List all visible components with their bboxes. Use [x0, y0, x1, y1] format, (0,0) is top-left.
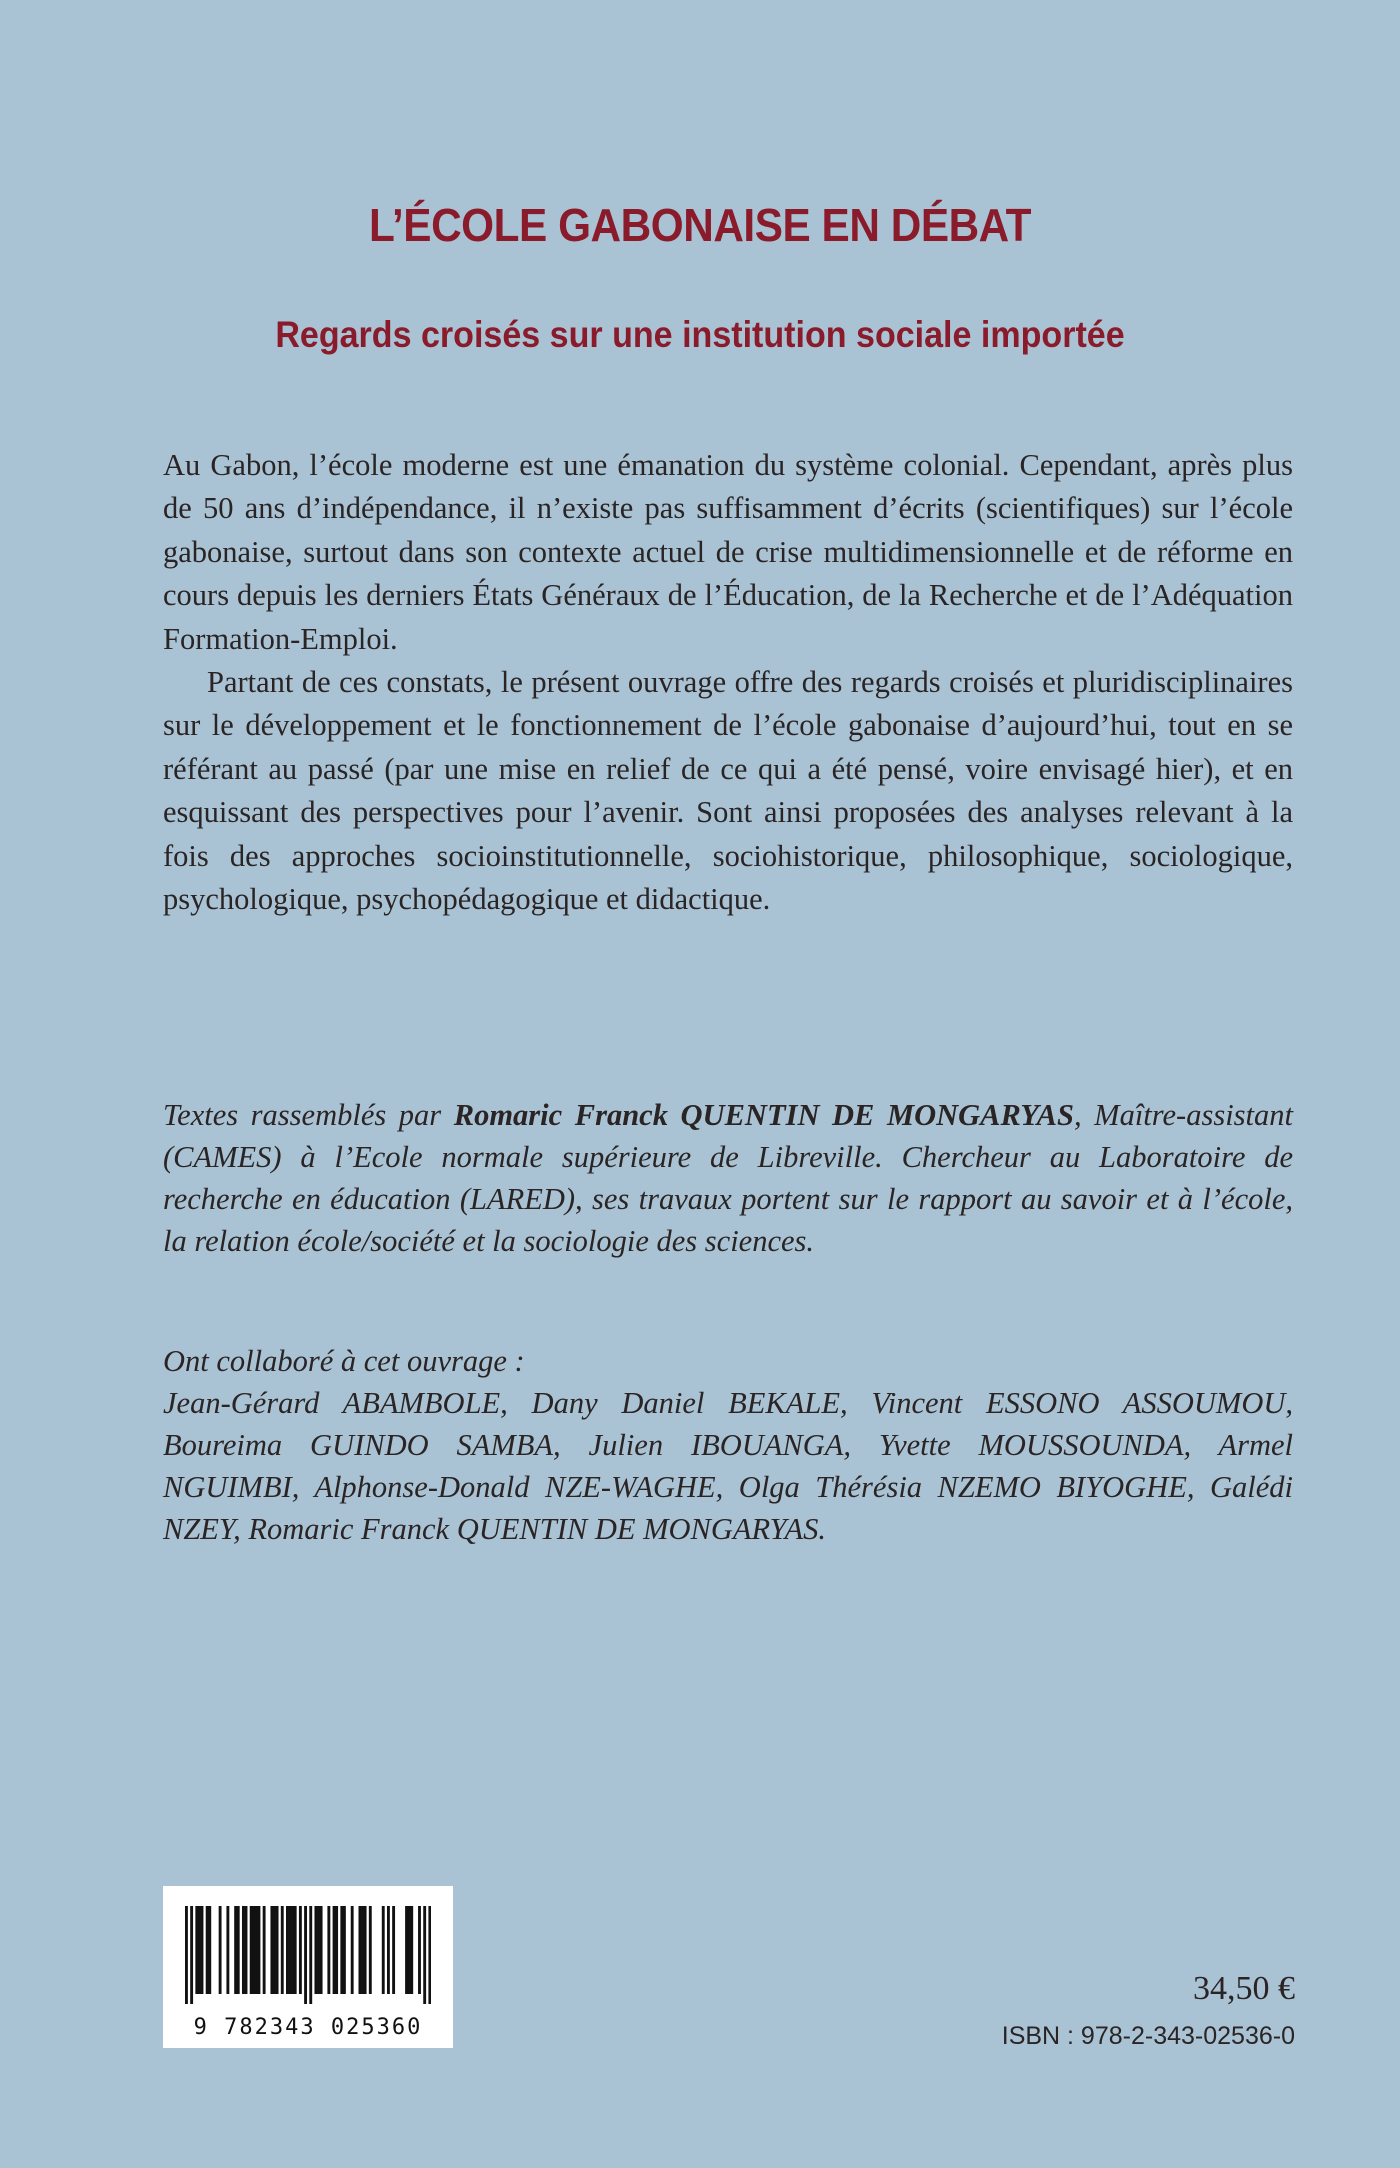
author-bio: , Maître-assistant (CAMES) à l’Ecole normale supérieure de Libreville. Chercheur au Laboratoire de recherche en éducation (LARED), ses travaux portent sur le rapport au savoir et à l’école, la relation école/société et la sociologie des sciences. [163, 1098, 1293, 1258]
barcode-bar [226, 1906, 229, 1994]
barcode-bar [405, 1906, 408, 1994]
barcode-bar [245, 1906, 248, 1994]
author-note [163, 1094, 1293, 1262]
barcode-bar [255, 1906, 258, 1994]
barcode-bar [423, 1906, 426, 2004]
barcode [163, 1886, 453, 2048]
barcode-bar [364, 1906, 367, 1994]
barcode-bar [289, 1906, 292, 1994]
isbn: ISBN : 978-2-343-02536-0 [1001, 2022, 1295, 2050]
barcode-bar [185, 1906, 188, 2004]
barcode-bar [250, 1906, 253, 1994]
barcode-bar [369, 1906, 372, 1994]
barcode-bar [291, 1906, 294, 1994]
barcode-bar [410, 1906, 413, 1994]
barcode-bar [237, 1906, 240, 1994]
contributors-heading: Ont collaboré à cet ouvrage : [163, 1344, 525, 1378]
barcode-digits: 9 782343 025360 [193, 2015, 423, 2040]
barcode-bar [351, 1906, 354, 1994]
barcode-bar [201, 1906, 204, 1994]
barcode-bar [294, 1906, 297, 1994]
book-subtitle: Regards croisés sur une institution sociale importée [275, 314, 1125, 355]
barcode-bar [327, 1906, 330, 1994]
barcode-bar [314, 1906, 317, 1994]
synopsis-paragraph-2: Partant de ces constats, le présent ouvrage offre des regards croisés et pluridisciplinaires sur le développement et le fonctionnement de l’école gabonaise d’aujourd’hui, tout en se référant au passé (par une mise en relief de ce qui a été pensé, voire envisagé hier), et en esquissant des perspectives pour l’avenir. Sont ainsi proposées des analyses relevant à la fois des approches socioinstitutionnelle, sociohistorique, philosophique, sociologique, psychologique, psychopédagogique et didactique. [163, 665, 1293, 917]
author-note-prefix: Textes rassemblés par [163, 1098, 454, 1132]
barcode-bar [263, 1906, 266, 1994]
barcode-bar [234, 1906, 237, 1994]
barcode-bar [286, 1906, 289, 1994]
synopsis [163, 444, 1293, 921]
contributors-list: Jean-Gérard ABAMBOLE, Dany Daniel BEKALE, Vincent ESSONO ASSOUMOU, Boureima GUINDO SAMBA, Julien IBOUANGA, Yvette MOUSSOUNDA, Armel NGUIMBI, Alphonse-Donald NZE-WAGHE, Olga Thérésia NZEMO BIYOGHE, Galédi NZEY, Romaric Franck QUENTIN DE MONGARYAS. [163, 1386, 1293, 1546]
barcode-bar [382, 1906, 385, 1994]
barcode-bar [392, 1906, 395, 1994]
barcode-bar [343, 1906, 346, 1994]
barcode-bar [242, 1906, 245, 1994]
editor-name: Romaric Franck QUENTIN DE MONGARYAS [453, 1098, 1074, 1132]
synopsis-paragraph-1: Au Gabon, l’école moderne est une émanation du système colonial. Cependant, après plus de 50 ans d’indépendance, il n’existe pas suffisamment d’écrits (scientifiques) sur l’école gabonaise, surtout dans son contexte actuel de crise multidimensionnelle et de réforme en cours depuis les derniers États Généraux de l’Éducation, de la Recherche et de l’Adéquation Formation-Emploi. [163, 448, 1293, 656]
barcode-bar [361, 1906, 364, 1994]
barcode-bar [335, 1906, 338, 1994]
barcode-bar [258, 1906, 261, 1994]
barcode-bar [309, 1906, 312, 2004]
barcode-bar [304, 1906, 307, 2004]
barcode-bar [299, 1906, 302, 1994]
barcode-bar [428, 1906, 431, 2004]
contributors [163, 1340, 1293, 1550]
barcode-bar [252, 1906, 255, 1994]
barcode-bar [333, 1906, 336, 1994]
barcode-bar [219, 1906, 222, 1994]
barcode-bar [320, 1906, 323, 1994]
barcode-bar [206, 1906, 209, 1994]
barcode-bar [317, 1906, 320, 1994]
barcode-bar [418, 1906, 421, 1994]
price: 34,50 € [1193, 1970, 1295, 2007]
book-title: L’ÉCOLE GABONAISE EN DÉBAT [368, 199, 1032, 251]
barcode-bar [281, 1906, 284, 1994]
barcode-bar [340, 1906, 343, 1994]
barcode-bar [408, 1906, 411, 1994]
barcode-bar [270, 1906, 273, 1994]
barcode-bars [185, 1906, 431, 2004]
barcode-bar [358, 1906, 361, 1994]
barcode-bar [387, 1906, 390, 1994]
barcode-bar [276, 1906, 279, 1994]
barcode-bar [198, 1906, 201, 1994]
barcode-bar [195, 1906, 198, 1994]
barcode-bar [190, 1906, 193, 2004]
barcode-bar [208, 1906, 211, 1994]
barcode-bar [273, 1906, 276, 1994]
